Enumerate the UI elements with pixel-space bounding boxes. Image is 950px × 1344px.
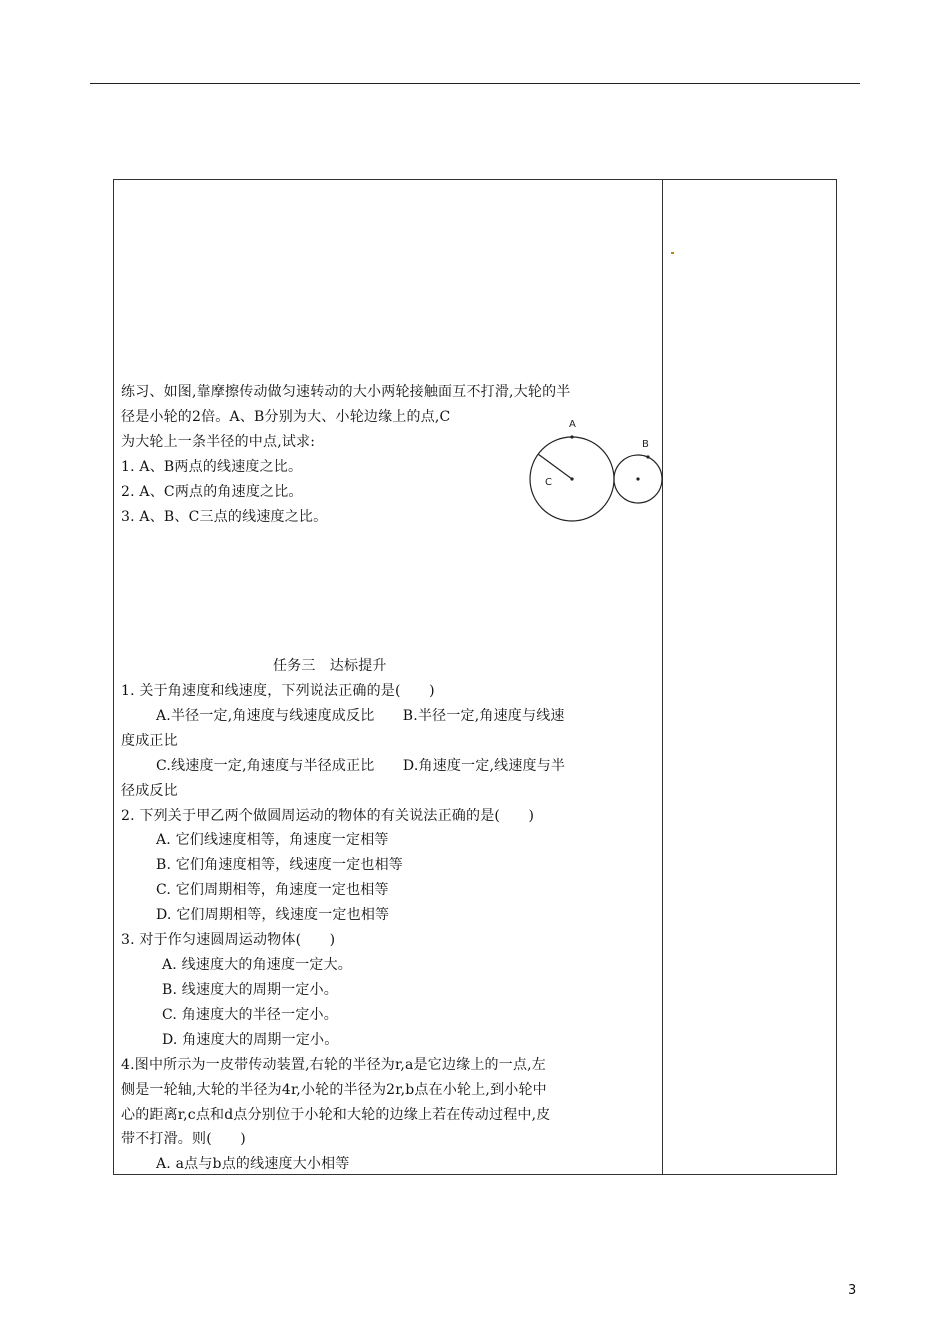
large-wheel-center: [570, 477, 573, 480]
point-b: [646, 455, 649, 458]
friction-wheels-figure: [526, 413, 666, 525]
q4-line-1: 4.图中所示为一皮带传动装置,右轮的半径为r,a是它边缘上的一点,左: [121, 1057, 547, 1073]
header-rule: [90, 83, 860, 84]
small-wheel-center: [636, 477, 639, 480]
radius-line: [538, 454, 572, 479]
q1-stem: 1. 关于角速度和线速度，下列说法正确的是( ): [121, 683, 435, 699]
task-heading: 任务三 达标提升: [273, 658, 387, 674]
label-b: B: [642, 439, 649, 450]
q3-option-a: A. 线速度大的角速度一定大。: [162, 957, 353, 973]
q4-line-3: 心的距离r,c点和d点分别位于小轮和大轮的边缘上若在传动过程中,皮: [121, 1107, 551, 1123]
q2-option-c: C. 它们周期相等，角速度一定也相等: [156, 882, 389, 898]
q3-option-b: B. 线速度大的周期一定小。: [162, 982, 338, 998]
q3-stem: 3. 对于作匀速圆周运动物体( ): [121, 932, 336, 948]
label-a: A: [569, 419, 576, 430]
practice-line-3: 为大轮上一条半径的中点,试求:: [121, 434, 316, 450]
table-column-divider: [662, 179, 663, 1175]
practice-question-1: 1. A、B两点的线速度之比。: [121, 459, 303, 475]
practice-question-3: 3. A、B、C三点的线速度之比。: [121, 509, 328, 525]
q2-stem: 2. 下列关于甲乙两个做圆周运动的物体的有关说法正确的是( ): [121, 808, 535, 824]
practice-question-2: 2. A、C两点的角速度之比。: [121, 484, 303, 500]
label-c: C: [545, 477, 552, 488]
margin-mark: [671, 252, 674, 254]
point-a: [570, 435, 573, 438]
q4-option-a: A. a点与b点的线速度大小相等: [156, 1156, 350, 1172]
q2-option-b: B. 它们角速度相等，线速度一定也相等: [156, 857, 403, 873]
q4-line-4: 带不打滑。则( ): [121, 1131, 246, 1147]
q4-line-2: 侧是一轮轴,大轮的半径为4r,小轮的半径为2r,b点在小轮上,到小轮中: [121, 1082, 547, 1098]
q1-options-cd-cont: 径成反比: [121, 783, 178, 799]
q2-option-d: D. 它们周期相等，线速度一定也相等: [156, 907, 390, 923]
q1-options-ab: A.半径一定,角速度与线速度成反比 B.半径一定,角速度与线速: [156, 708, 565, 724]
q2-option-a: A. 它们线速度相等，角速度一定相等: [156, 832, 389, 848]
page-number: 3: [848, 1283, 857, 1298]
q3-option-c: C. 角速度大的半径一定小。: [162, 1007, 338, 1023]
q1-options-ab-cont: 度成正比: [121, 733, 178, 749]
q3-option-d: D. 角速度大的周期一定小。: [162, 1032, 339, 1048]
q1-options-cd: C.线速度一定,角速度与半径成正比 D.角速度一定,线速度与半: [156, 758, 566, 774]
practice-line-1: 练习、如图,靠摩擦传动做匀速转动的大小两轮接触面互不打滑,大轮的半: [121, 384, 571, 400]
practice-line-2: 径是小轮的2倍。A、B分别为大、小轮边缘上的点,C: [121, 409, 451, 425]
content-table: [113, 179, 837, 1175]
